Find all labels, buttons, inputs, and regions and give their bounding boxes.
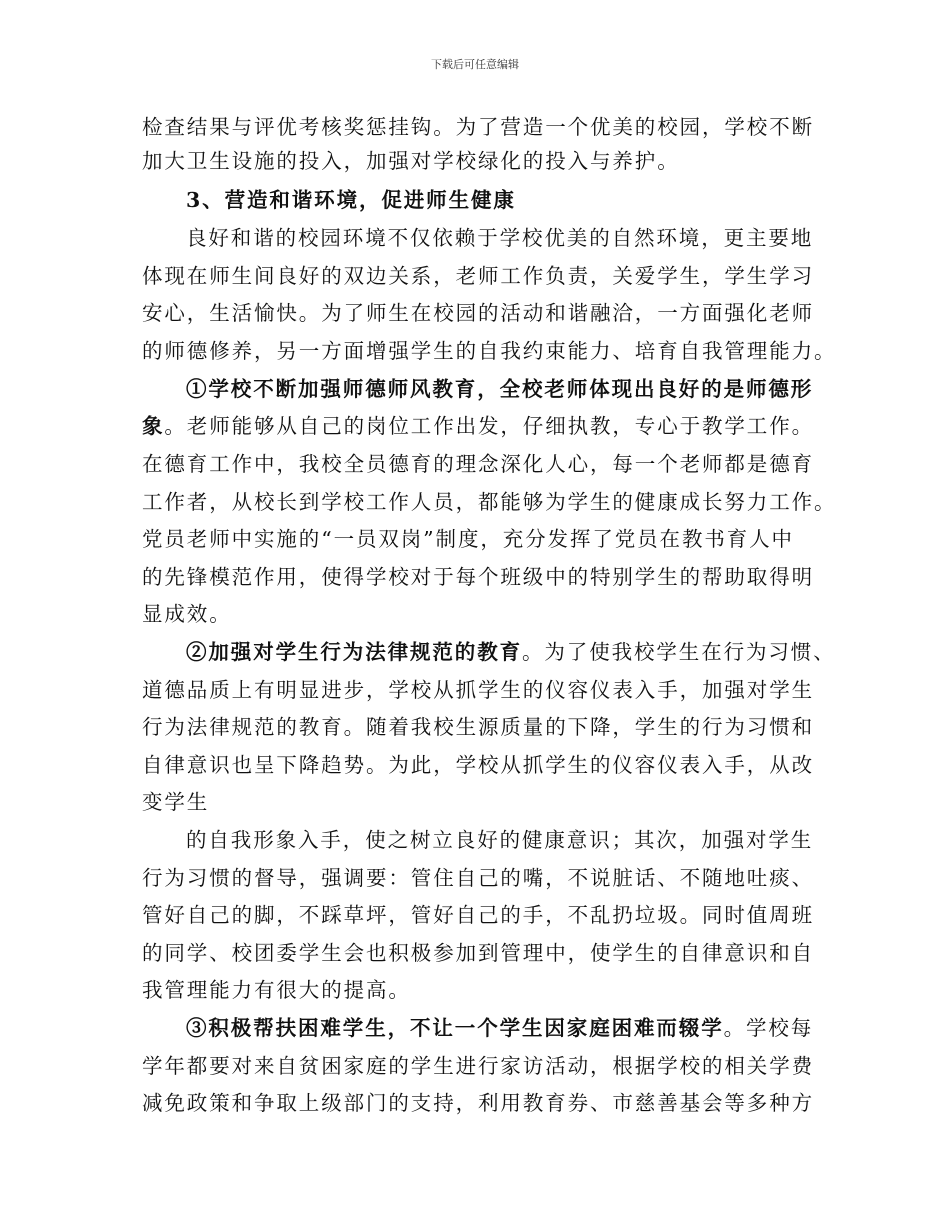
text-line: 减免政策和争取上级部门的支持，利用教育券、市慈善基会等多种方 (142, 1091, 814, 1115)
text-line (186, 640, 836, 664)
text-line: 良好和谐的校园环境不仅依赖于学校优美的自然环境，更主要地 (186, 226, 814, 250)
text-line: 学年都要对来自贫困家庭的学生进行家访活动，根据学校的相关学费 (142, 1054, 814, 1078)
item-2-lead: ②加强对学生行为法律规范的教育 (186, 640, 522, 664)
item-1-lead-end: 象 (142, 414, 165, 438)
text-line: 加大卫生设施的投入，加强对学校绿化的投入与养护。 (142, 149, 680, 173)
text-line: 的同学、校团委学生会也积极参加到管理中，使学生的自律意识和自 (142, 941, 814, 965)
text-line: 的先锋模范作用，使得学校对于每个班级中的特别学生的帮助取得明 (142, 565, 814, 589)
text-line: 变学生 (142, 790, 210, 814)
text-line: 安心，生活愉快。为了师生在校园的活动和谐融洽，一方面强化老师 (142, 301, 814, 325)
text-line: 我管理能力有很大的提高。 (142, 978, 411, 1002)
text-line: 的自我形象入手，使之树立良好的健康意识；其次，加强对学生 (186, 828, 814, 852)
text-line (186, 1016, 813, 1040)
text-line (142, 414, 814, 438)
text-line: 管好自己的脚，不踩草坪，管好自己的手，不乱扔垃圾。同时值周班 (142, 903, 814, 927)
text-line: 道德品质上有明显进步，学校从抓学生的仪容仪表入手，加强对学生 (142, 678, 814, 702)
page-header: 下载后可任意编辑 (431, 58, 519, 71)
text-line: 党员老师中实施的“一员双岗”制度，充分发挥了党员在教书育人中 (142, 527, 794, 551)
text-line: 自律意识也呈下降趋势。为此，学校从抓学生的仪容仪表入手，从改 (142, 753, 814, 777)
text-line: 体现在师生间良好的双边关系，老师工作负责，关爱学生，学生学习 (142, 264, 814, 288)
text-line: 的师德修养，另一方面增强学生的自我约束能力、培育自我管理能力。 (142, 339, 837, 363)
text-line: 在德育工作中，我校全员德育的理念深化人心，每一个老师都是德育 (142, 452, 814, 476)
section-heading: 3、营造和谐环境，促进师生健康 (186, 188, 516, 212)
item-1-text: 。老师能够从自己的岗位工作出发，仔细执教，专心于教学工作。 (164, 414, 815, 438)
item-3-text: 。学校每 (723, 1016, 814, 1040)
item-2-text: 。为了使我校学生在行为习惯、 (522, 640, 836, 664)
text-line: 行为习惯的督导，强调要：管住自己的嘴，不说脏话、不随地吐痰、 (142, 866, 814, 890)
item-1-lead: ①学校不断加强师德师风教育，全校老师体现出良好的是师德形 (186, 377, 814, 401)
text-line: 行为法律规范的教育。随着我校生源质量的下降，学生的行为习惯和 (142, 715, 814, 739)
text-line: 检查结果与评优考核奖惩挂钩。为了营造一个优美的校园，学校不断 (142, 115, 814, 139)
text-line: 工作者，从校长到学校工作人员，都能够为学生的健康成长努力工作。 (142, 490, 837, 514)
item-3-lead: ③积极帮扶困难学生，不让一个学生因家庭困难而辍学 (186, 1016, 724, 1040)
text-line: 显成效。 (142, 602, 232, 626)
